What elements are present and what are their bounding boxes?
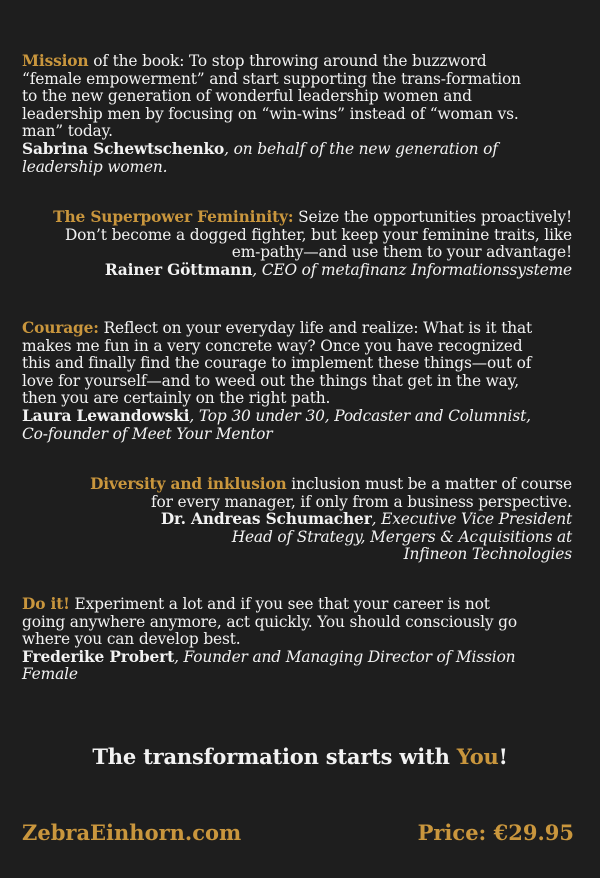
price-label: Price: €29.95 [417,820,574,845]
quote-author: Dr. Andreas Schumacher [160,510,372,529]
quote-text-line: this and finally find the courage to implement these things—out of [22,354,532,373]
quote-text-line: then you are certainly on the right path. [22,389,331,408]
quote-text-line: where you can develop best. [22,630,241,649]
quote-author: Laura Lewandowski [22,406,190,425]
quote-text-line: inclusion must be a matter of course [286,475,572,493]
quote-heading: Mission [22,52,89,70]
quote-mission [22,53,578,176]
quote-text-line: leadership men by focusing on “win-wins” instead of “woman vs. [22,104,519,123]
quote-author: Frederike Probert [22,647,175,666]
quote-heading: Diversity and inklusion [90,475,287,493]
quote-author: Rainer Göttmann [104,260,253,279]
quote-heading: Do it! [22,595,70,613]
quote-text-line: em-pathy—and use them to your advantage! [231,243,572,262]
quote-text-line: for every manager, if only from a business perspective. [150,492,572,511]
quote-text-line: makes me fun in a very concrete way? Once you have recognized [22,336,523,355]
quote-diversity-inclusion [32,476,572,564]
quote-text-line: “female empowerment” and start supporting the trans-formation [22,69,521,88]
quote-text-line: going anywhere anymore, act quickly. You should consciously go [22,612,517,631]
tagline-text: The transformation starts with [92,744,457,769]
quote-author-role: Co-founder of Meet Your Mentor [22,424,273,443]
quote-superpower-femininity [32,209,572,279]
tagline [0,744,600,769]
quote-text-line: man” today. [22,122,113,141]
tagline-end: ! [498,744,508,769]
quote-author-role: leadership women. [22,157,168,176]
quote-heading: Courage: [22,319,99,337]
quote-author: Sabrina Schewtschenko [22,139,225,158]
quote-author-role: Female [22,665,78,684]
quote-author-role: Infineon Technologies [403,545,572,564]
quote-text-line: love for yourself—and to weed out the things that get in the way, [22,371,519,390]
quote-author-role: , CEO of metafinanz Informationssysteme [252,260,572,279]
quote-courage [22,320,578,443]
quote-text-line: Experiment a lot and if you see that your career is not [69,595,490,613]
quote-author-role: , Executive Vice President [371,510,572,529]
quote-text-line: Reflect on your everyday life and realize: What is it that [98,319,533,337]
quote-text-line: of the book: To stop throwing around the buzzword [88,52,487,70]
quote-author-role: , Top 30 under 30, Podcaster and Columnist, [189,406,531,425]
quote-text-line: Seize the opportunities proactively! [293,208,572,226]
tagline-highlight: You [456,744,499,769]
quote-text-line: Don’t become a dogged fighter, but keep your feminine traits, like [64,225,572,244]
quote-author-role: Head of Strategy, Mergers & Acquisitions at [231,527,572,546]
website-link[interactable]: ZebraEinhorn.com [22,820,242,845]
quote-text-line: to the new generation of wonderful leadership women and [22,87,472,106]
quote-author-role: , Founder and Managing Director of Mission [174,647,516,666]
quote-heading: The Superpower Femininity: [53,208,294,226]
quote-author-role: , on behalf of the new generation of [224,139,498,158]
quote-do-it [22,596,578,684]
